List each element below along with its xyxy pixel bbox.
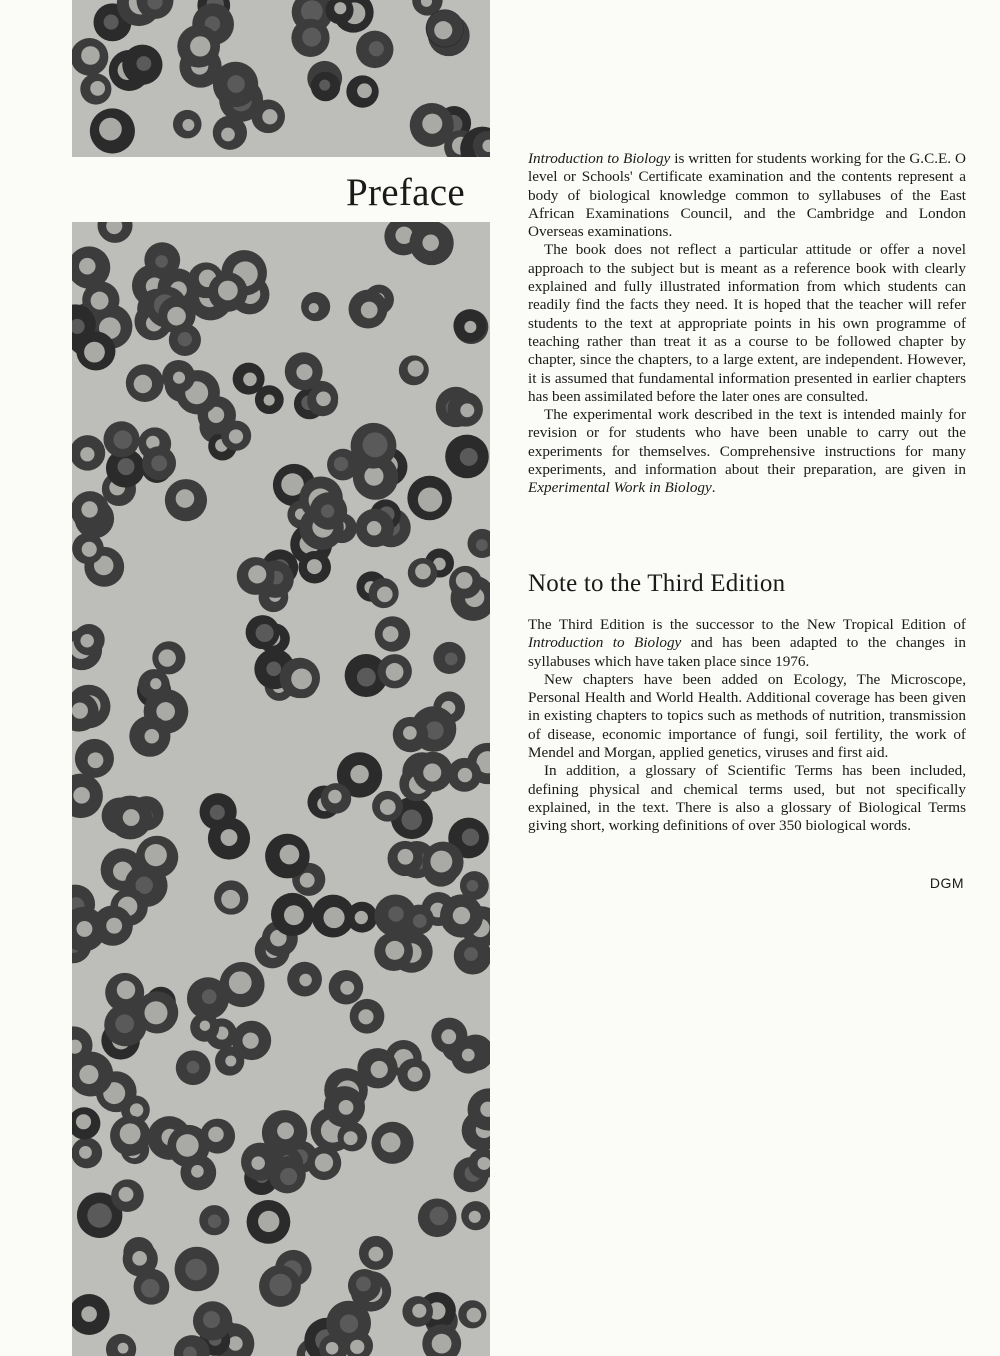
blood-cell-icon xyxy=(111,1179,144,1212)
blood-cell-icon xyxy=(72,1294,110,1335)
blood-cell-icon xyxy=(409,222,453,265)
blood-cell-icon xyxy=(136,991,178,1033)
blood-cell-icon xyxy=(213,62,258,107)
blood-cell-icon xyxy=(142,446,176,480)
book-title: Experimental Work in Biology xyxy=(528,479,712,497)
blood-cell-icon xyxy=(287,962,322,997)
blood-cell-icon xyxy=(72,1107,100,1139)
blood-cell-icon xyxy=(108,975,142,1009)
blood-cell-icon xyxy=(193,1301,232,1340)
blood-cell-icon xyxy=(307,1146,341,1180)
blood-cell-icon xyxy=(75,739,114,778)
blood-cells-micrograph-top xyxy=(72,0,490,157)
blood-cell-icon xyxy=(307,385,338,416)
blood-cell-icon xyxy=(347,902,378,933)
blood-cell-icon xyxy=(468,529,490,558)
blood-cell-icon xyxy=(329,970,364,1005)
blood-cell-icon xyxy=(72,533,104,565)
blood-cell-icon xyxy=(187,977,229,1019)
preface-paragraph-2: The book does not reflect a particular attitude or offer a novel approach to the subject but is meant as a reference book with clearly explained and fully illustrated information from which students can readily find the facts they need. It is hoped that the teacher will refer students to the text at appropriate points in his own programme of teaching rather than treat it as a course to be followed chapter by chapter, since the chapters, to a large extent, are independent. However, it is assumed that fundamental information presented in earlier chapters has been assimilated before the later ones are consulted. xyxy=(528,241,966,405)
blood-cell-icon xyxy=(348,1269,381,1302)
blood-cell-icon xyxy=(393,717,428,752)
blood-cell-icon xyxy=(72,435,105,470)
blood-cell-icon xyxy=(447,758,481,792)
blood-cell-icon xyxy=(460,871,489,900)
preface-paragraph-3: The experimental work described in the text is intended mainly for revision or for students who have been unable to carry out the experiments for themselves. Comprehensive instructions for many experiments, and information about their preparation, are given in Experimental Work in Biology. xyxy=(528,406,966,497)
blood-cell-icon xyxy=(449,566,482,599)
blood-cell-icon xyxy=(126,364,164,402)
blood-cell-icon xyxy=(402,1296,433,1327)
blood-cell-icon xyxy=(433,642,465,674)
note-paragraph-2: New chapters have been added on Ecology, The Microscope, Personal Health and World Health. Additional coverage has been given in existing chapters to topics such as methods of nutrition, transmission of disease, economic importance of fungi, soil fertility, the work of Mendel and Morgan, applied genetics, viruses and first aid. xyxy=(528,670,966,762)
blood-cell-icon xyxy=(346,75,378,107)
page-title: Preface xyxy=(345,171,465,214)
blood-cell-icon xyxy=(410,103,454,147)
blood-cell-icon xyxy=(399,355,429,385)
blood-cell-icon xyxy=(356,509,394,547)
blood-cell-icon xyxy=(375,616,410,651)
blood-cell-icon xyxy=(350,999,385,1034)
blood-cell-icon xyxy=(175,1247,220,1292)
blood-cell-icon xyxy=(208,272,247,311)
blood-cell-icon xyxy=(72,491,109,530)
blood-cell-icon xyxy=(237,557,275,595)
blood-cell-icon xyxy=(169,324,201,356)
blood-cell-icon xyxy=(72,774,103,819)
blood-cell-icon xyxy=(215,1046,244,1075)
blood-cell-icon xyxy=(108,796,152,840)
blood-cell-icon xyxy=(427,10,464,47)
blood-cell-icon xyxy=(259,1265,301,1307)
blood-cell-icon xyxy=(321,783,351,813)
blood-cell-icon xyxy=(271,893,314,936)
blood-cell-icon xyxy=(451,1039,486,1074)
blood-cell-icon xyxy=(122,45,162,85)
preface-paragraph-1: Introduction to Biology is written for students working for the G.C.E. O level or Schools' Certificate examination and the contents represent a body of biological knowledge common to syllabuses of the East African Examinations Council, and the Cambridge and London Overseas examinations. xyxy=(528,150,966,241)
blood-cell-icon xyxy=(324,1086,365,1127)
blood-cell-icon xyxy=(80,73,111,104)
blood-cell-icon xyxy=(404,905,434,935)
blood-cell-icon xyxy=(106,1334,136,1356)
blood-cell-icon xyxy=(123,1241,158,1276)
blood-cell-icon xyxy=(251,100,285,134)
blood-cell-icon xyxy=(388,841,423,876)
blood-cell-icon xyxy=(173,110,202,139)
blood-cell-icon xyxy=(103,421,139,457)
blood-cell-icon xyxy=(247,1200,291,1244)
blood-cell-icon xyxy=(422,842,463,883)
note-paragraph-1: The Third Edition is the successor to the New Tropical Edition of Introduction to Biology and has been adapted to the changes in syllabuses which have taken place since 1976. xyxy=(528,616,966,670)
blood-cell-icon xyxy=(378,654,412,688)
blood-cell-icon xyxy=(291,19,329,57)
blood-cell-icon xyxy=(180,1155,216,1191)
blood-cell-icon xyxy=(285,352,323,390)
blood-cell-icon xyxy=(176,1050,211,1085)
book-title: Introduction to Biology xyxy=(528,634,682,652)
blood-cell-icon xyxy=(136,836,178,878)
blood-cell-icon xyxy=(448,392,483,427)
blood-cell-icon xyxy=(213,116,247,150)
blood-cell-icon xyxy=(165,479,207,521)
blood-cell-icon xyxy=(199,1205,229,1235)
blood-cell-icon xyxy=(73,624,104,655)
blood-cell-icon xyxy=(359,1236,393,1270)
blood-cell-icon xyxy=(397,1058,430,1091)
blood-cell-icon xyxy=(200,793,237,830)
blood-cell-icon xyxy=(445,435,489,479)
blood-cell-icon xyxy=(374,932,413,971)
blood-cell-icon xyxy=(214,880,248,914)
preface-section xyxy=(528,150,966,498)
blood-cell-icon xyxy=(268,1156,305,1193)
blood-cell-icon xyxy=(461,1201,490,1230)
blood-cell-icon xyxy=(144,242,180,278)
blood-cell-icon xyxy=(458,1300,486,1328)
blood-cell-icon xyxy=(351,423,397,469)
blood-cell-icon xyxy=(349,290,388,329)
blood-cell-icon xyxy=(265,834,310,879)
blood-cell-icon xyxy=(98,222,133,243)
blood-cell-icon xyxy=(372,791,403,822)
section-heading: Note to the Third Edition xyxy=(528,570,786,597)
book-title: Introduction to Biology xyxy=(528,150,671,167)
blood-cell-icon xyxy=(310,492,347,529)
blood-cell-icon xyxy=(177,25,220,68)
blood-cell-icon xyxy=(453,309,486,342)
blood-cell-icon xyxy=(280,658,320,698)
blood-cell-icon xyxy=(311,72,341,102)
blood-cell-icon xyxy=(72,38,108,76)
blood-cell-icon xyxy=(407,476,452,521)
blood-cell-icon xyxy=(298,551,331,584)
blood-cell-icon xyxy=(408,558,437,587)
blood-cell-icon xyxy=(246,615,280,649)
blood-cell-icon xyxy=(371,1122,413,1164)
blood-cell-icon xyxy=(301,292,330,321)
blood-cell-icon xyxy=(162,360,195,393)
blood-cell-icon xyxy=(413,752,453,792)
note-paragraph-3: In addition, a glossary of Scientific Terms has been included, defining physical and chemical terms used, but not specifically explained, in the text. There is also a glossary of Biological Terms giving short, working definitions of over 350 biological words. xyxy=(528,762,966,835)
author-signature: DGM xyxy=(929,875,964,891)
blood-cell-icon xyxy=(418,1198,457,1237)
blood-cell-icon xyxy=(152,641,185,674)
blood-cell-icon xyxy=(369,578,399,608)
blood-cells-micrograph-main xyxy=(72,222,490,1356)
blood-cell-icon xyxy=(72,1138,102,1169)
blood-cell-icon xyxy=(440,894,483,937)
blood-cell-icon xyxy=(90,108,135,153)
blood-cell-icon xyxy=(255,385,284,414)
blood-cell-icon xyxy=(356,31,393,68)
blood-cell-icon xyxy=(129,716,170,757)
blood-cell-icon xyxy=(110,1116,150,1156)
note-section xyxy=(528,570,966,836)
